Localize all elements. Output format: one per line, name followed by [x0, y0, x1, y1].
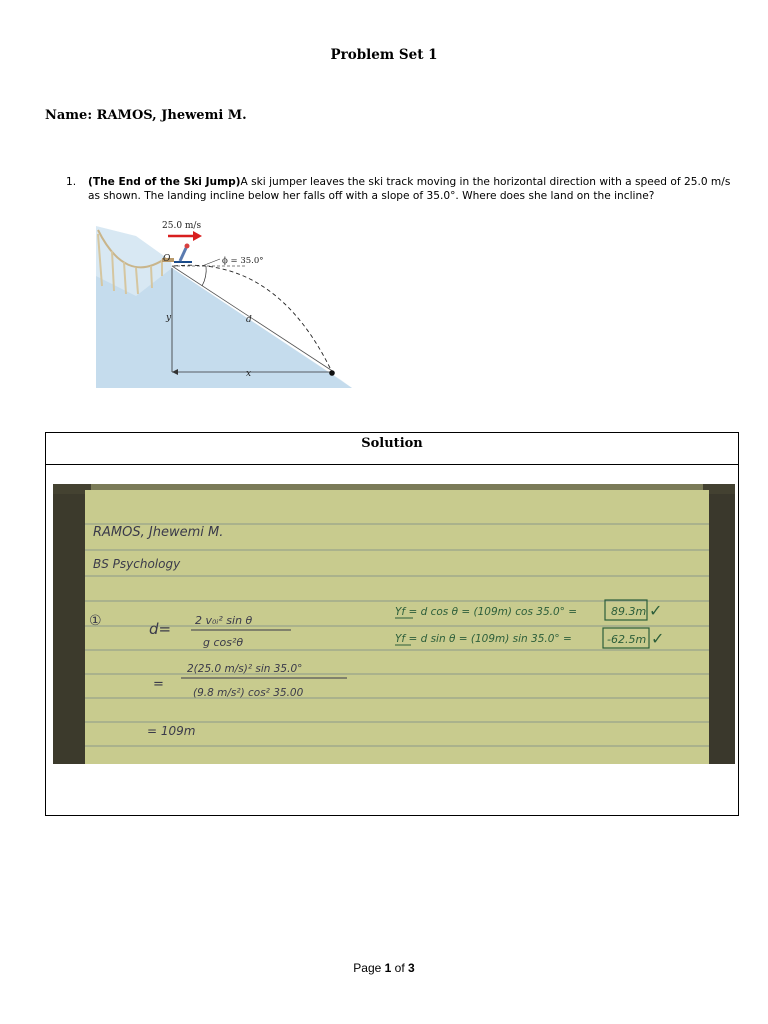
y-label: y [166, 313, 172, 323]
hand-eq1-den: g cos²θ [203, 636, 244, 649]
handwritten-solution-photo [53, 484, 735, 764]
origin-label: O [163, 254, 171, 264]
hand-eq2-num: 2(25.0 m/s)² sin 35.0° [187, 663, 303, 675]
speed-label: 25.0 m/s [162, 221, 202, 231]
hand-eq3: = 109m [147, 724, 196, 738]
footer-total-pages: 3 [408, 961, 415, 975]
hand-eq1-lhs: d= [149, 620, 172, 638]
hand-eq2-eq: = [153, 677, 164, 692]
hand-eq2-den: (9.8 m/s²) cos² 35.00 [193, 687, 304, 699]
d-label: d [246, 315, 252, 325]
problem-title: (The End of the Ski Jump) [88, 176, 241, 188]
landing-point [329, 370, 335, 376]
page-footer [0, 961, 768, 975]
problem-number: 1. [66, 176, 77, 188]
footer-middle: of [394, 961, 405, 975]
hand-course: BS Psychology [93, 557, 181, 571]
hand-name: RAMOS, Jhewemi M. [93, 525, 224, 540]
hand-yf-line: Yf = d sin θ = (109m) sin 35.0° = [395, 633, 572, 645]
hand-xf-line: Yf = d cos θ = (109m) cos 35.0° = [395, 606, 578, 618]
angle-arc [202, 266, 206, 286]
hand-yf-result: -62.5m [607, 633, 647, 646]
problem-statement [66, 175, 731, 203]
x-label: x [246, 369, 252, 379]
solution-header: Solution [46, 433, 738, 465]
checkmark-icon: ✓ [649, 601, 663, 620]
problem-text: A ski jumper leaves the ski track moving in the horizontal direction with a speed of 25.0 m/s as shown. The landing incline below her falls off with a slope of 35.0°. Where does she land on the incline? [88, 176, 731, 202]
student-name: Name: RAMOS, Jhewemi M. [45, 108, 247, 123]
angle-label: ϕ = 35.0° [222, 256, 264, 266]
footer-prefix: Page [353, 961, 382, 975]
hand-eq1-num: 2 v₀ᵢ² sin θ [195, 614, 253, 627]
hand-xf-result: 89.3m [611, 605, 647, 618]
skier-icon [174, 244, 192, 263]
page-title: Problem Set 1 [330, 47, 438, 63]
footer-current-page: 1 [384, 961, 392, 975]
checkmark-icon: ✓ [651, 629, 665, 648]
ski-jump-figure [96, 216, 352, 388]
hand-item: ① [89, 613, 102, 629]
